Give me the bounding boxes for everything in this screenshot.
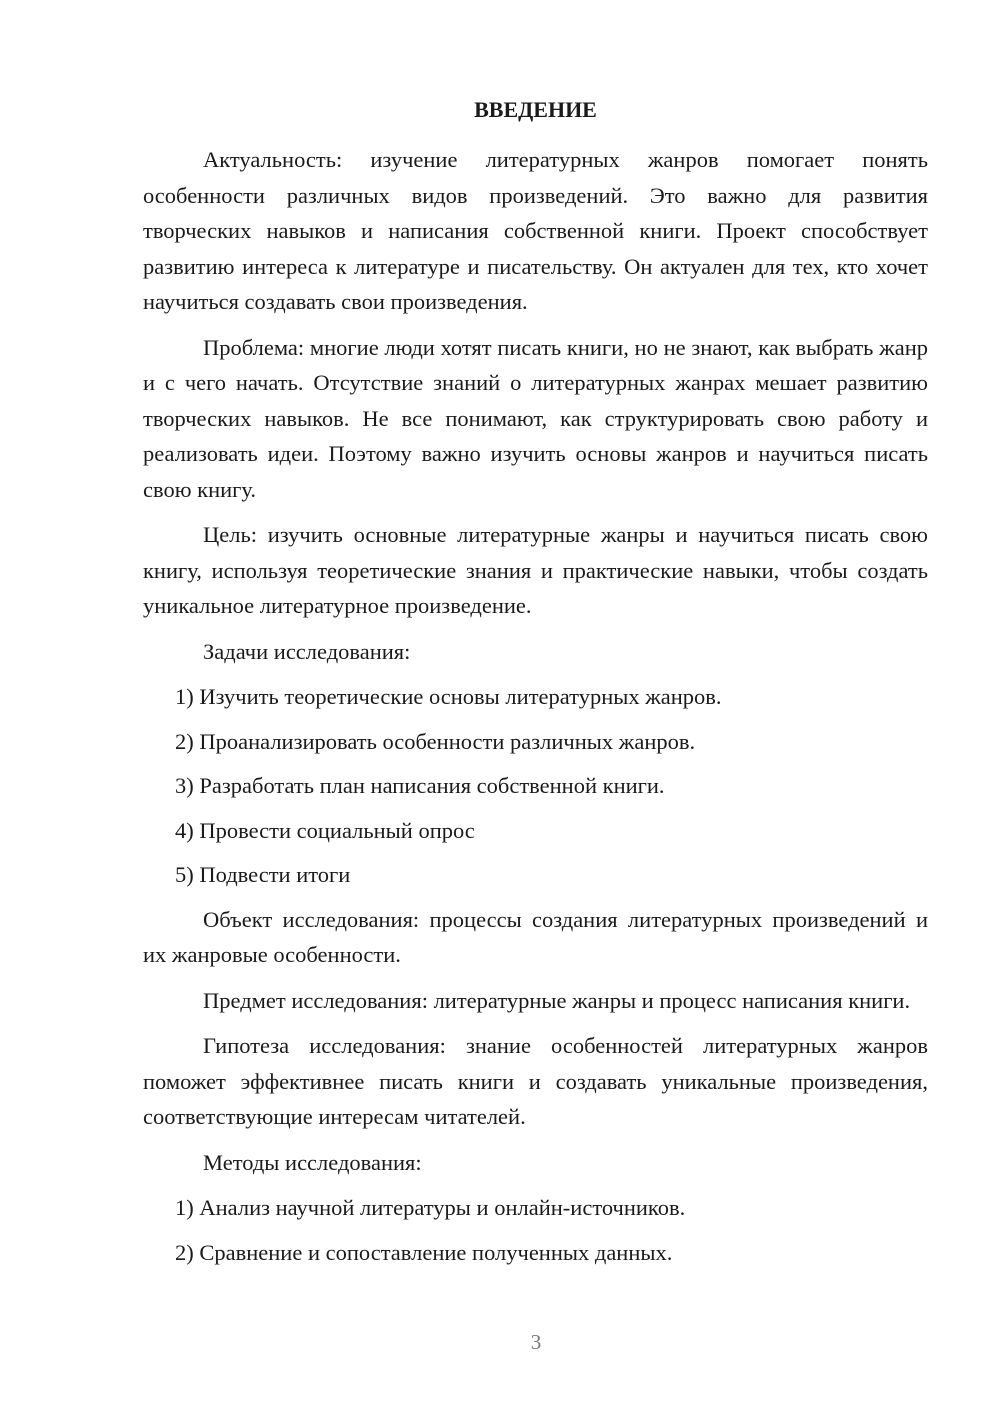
object-paragraph: Объект исследования: процессы создания литературных произведений и их жанровые особенности.: [143, 906, 928, 967]
list-item: 1) Анализ научной литературы и онлайн-источников.: [175, 1195, 686, 1220]
hypothesis-paragraph: Гипотеза исследования: знание особенностей литературных жанров поможет эффективнее писать книги и создавать уникальные произведения, соответствующие интересам читателей.: [143, 1033, 928, 1129]
subject-paragraph: Предмет исследования: литературные жанры и процесс написания книги.: [203, 987, 911, 1013]
list-item: 2) Сравнение и сопоставление полученных данных.: [175, 1239, 673, 1265]
problem-paragraph: Проблема: многие люди хотят писать книги, но не знают, как выбрать жанр и с чего начать. Отсутствие знаний о литературных жанрах мешает развитию творческих навыков. Не все понимают, как структурировать свою работу и реализовать идеи. Поэтому важно изучить основы жанров и научиться писать свою книгу.: [143, 334, 928, 502]
list-item: 1) Изучить теоретические основы литературных жанров.: [175, 684, 722, 709]
tasks-heading: Задачи исследования:: [203, 638, 411, 664]
goal-paragraph: Цель: изучить основные литературные жанры и научиться писать свою книгу, используя теоретические знания и практические навыки, чтобы создать уникальное литературное произведение.: [143, 522, 928, 618]
methods-list: [143, 1190, 928, 1270]
list-item: 5) Подвести итоги: [175, 862, 351, 887]
list-item: 2) Проанализировать особенности различных жанров.: [175, 728, 696, 754]
list-item: 4) Провести социальный опрос: [175, 817, 475, 843]
relevance-paragraph: Актуальность: изучение литературных жанров помогает понять особенности различных видов произведений. Это важно для развития творческих навыков и написания собственной книги. Проект способствует развитию интереса к литературе и писательству. Он актуален для тех, кто хочет научиться создавать свои произведения.: [143, 147, 928, 314]
page-content: [143, 92, 928, 1279]
list-item: 3) Разработать план написания собственной книги.: [175, 773, 665, 798]
page-title: ВВЕДЕНИЕ: [474, 97, 597, 122]
tasks-list: [143, 679, 928, 893]
methods-heading: Методы исследования:: [203, 1149, 422, 1175]
page-number: 3: [530, 1330, 542, 1354]
